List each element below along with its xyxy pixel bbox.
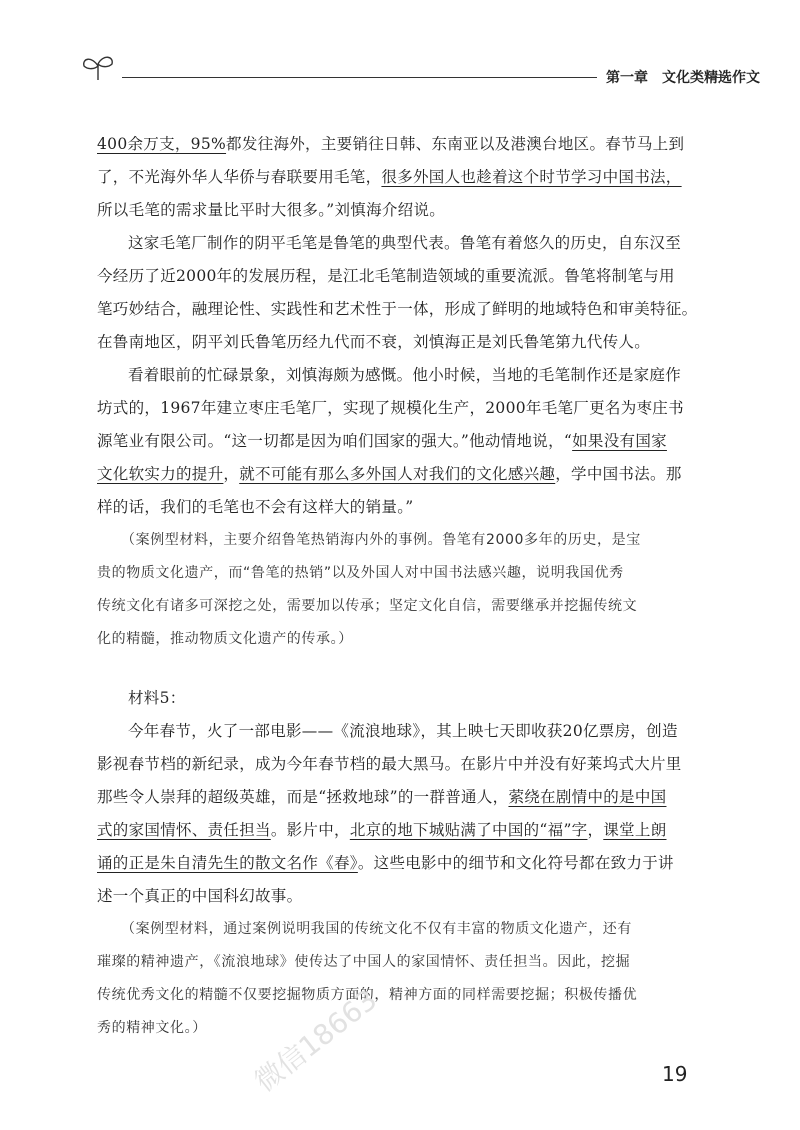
underlined-phrase: 文化软实力的提升: [97, 465, 224, 483]
underlined-phrase: 式的家国情怀、责任担当: [97, 821, 271, 839]
paragraph-line: [97, 814, 697, 847]
text: 。这些电影中的细节和文化符号都在致力于讲: [357, 854, 674, 872]
underlined-phrase: 诵的正是朱自清先生的散文名作《春》: [97, 854, 358, 872]
paragraph-line: 在鲁南地区，阴平刘氏鲁笔历经九代而不衰，刘慎海正是刘氏鲁笔第九代传人。: [97, 333, 651, 351]
underlined-phrase: 很多外国人也趁着这个时节学习中国书法，: [381, 168, 682, 186]
paragraph-line: 样的话，我们的毛笔也不会有这样大的销量。”: [97, 498, 414, 516]
paragraph-line: [97, 781, 697, 814]
underlined-phrase: 萦绕在剧情中的是中国: [508, 788, 667, 806]
annotation-line: （案例型材料，主要介绍鲁笔热销海内外的事例。鲁笔有2000多年的历史，是宝: [121, 532, 641, 548]
text: ，学中国书法。那: [555, 465, 682, 483]
paragraph-line: [97, 458, 697, 491]
header-rule-end: [706, 77, 728, 78]
paragraph-line: [97, 425, 697, 458]
text: 都发往海外，主要销往日韩、东南亚以及港澳台地区。春节马上到: [226, 135, 685, 153]
paragraph-line: 述一个真正的中国科幻故事。: [97, 887, 303, 905]
paragraph-line: 今年春节，火了一部电影——《流浪地球》，其上映七天即收获20亿票房，创造: [128, 722, 678, 740]
paragraph-line: 笔巧妙结合，融理论性、实践性和艺术性于一体，形成了鲜明的地域特色和审美特征。: [97, 300, 698, 318]
underlined-phrase: 北京的地下城贴满了中国的“福”字: [349, 821, 588, 839]
annotation-line: 传统优秀文化的精髓不仅要挖掘物质方面的，精神方面的同样需要挖掘；积极传播优: [97, 987, 638, 1003]
annotation-line: 秀的精神文化。）: [97, 1020, 207, 1036]
watermark: 微信18663: [248, 983, 384, 1099]
annotation-line: 传统文化有诸多可深挖之处，需要加以传承；坚定文化自信，需要继承并挖掘传统文: [97, 598, 638, 614]
header-rule: [122, 77, 597, 78]
paragraph-line: [97, 847, 697, 880]
paragraph-line: [97, 161, 697, 194]
running-header: [78, 50, 760, 90]
underlined-phrase: 400余万支，95%: [97, 135, 227, 153]
paragraph-line: 坊式的，1967年建立枣庄毛笔厂，实现了规模化生产，2000年毛笔厂更名为枣庄书: [97, 399, 684, 417]
paragraph-line: 影视春节档的新纪录，成为今年春节档的最大黑马。在影片中并没有好莱坞式大片里: [97, 755, 682, 773]
text: ，: [587, 821, 604, 839]
text: 那些令人崇拜的超级英雄，而是“拯救地球”的一群普通人，: [97, 788, 509, 806]
text: 了，不光海外华人华侨与春联要用毛笔，: [97, 168, 382, 186]
paragraph-line: [97, 128, 697, 161]
annotation-line: 贵的物质文化遗产，而“鲁笔的热销”以及外国人对中国书法感兴趣，说明我国优秀: [97, 565, 624, 581]
material-label: 材料5：: [128, 689, 186, 707]
annotation-line: 化的精髓，推动物质文化遗产的传承。）: [97, 631, 353, 647]
text: 源笔业有限公司。“这一切都是因为咱们国家的强大。”他动情地说，“: [97, 432, 573, 450]
spacer: [97, 656, 697, 682]
underlined-phrase: 就不可能有那么多外国人对我们的文化感兴趣: [239, 465, 556, 483]
paragraph-line: 看着眼前的忙碌景象，刘慎海颇为感慨。他小时候，当地的毛笔制作还是家庭作: [128, 366, 682, 384]
annotation-line: （案例型材料，通过案例说明我国的传统文化不仅有丰富的物质文化遗产，还有: [121, 921, 632, 937]
paragraph-line: 今经历了近2000年的发展历程，是江北毛笔制造领域的重要流派。鲁笔将制笔与用: [97, 267, 675, 285]
underlined-phrase: 课堂上朗: [603, 821, 667, 839]
chapter-title: 第一章 文化类精选作文: [606, 70, 760, 86]
paragraph-line: 这家毛笔厂制作的阴平毛笔是鲁笔的典型代表。鲁笔有着悠久的历史，自东汉至: [128, 234, 682, 252]
paragraph-line: 所以毛笔的需求量比平时大很多。”刘慎海介绍说。: [97, 201, 446, 219]
underlined-phrase: 如果没有国家: [572, 432, 667, 450]
text: 。影片中，: [270, 821, 350, 839]
text: ，: [223, 465, 240, 483]
sprout-icon: [78, 50, 118, 84]
annotation-line: 璀璨的精神遗产，《流浪地球》使传达了中国人的家国情怀、责任担当。因此，挖掘: [97, 954, 631, 970]
page-number: 19: [662, 1062, 688, 1086]
page-body: [97, 128, 697, 1045]
